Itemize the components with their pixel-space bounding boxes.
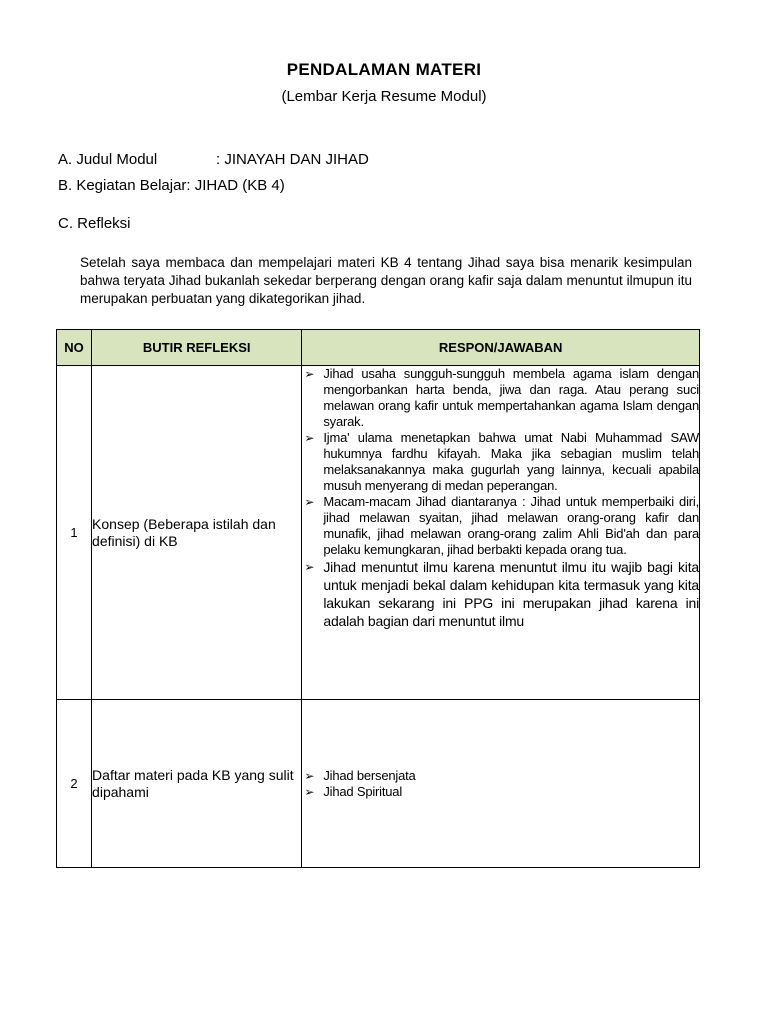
list-item: ➢ Macam-macam Jihad diantaranya : Jihad untuk memperbaiki diri, jihad melawan syaitan, jihad melawan orang-orang kafir dan munafik, jihad melawan orang-orang zalim Ahli Bid'ah dan para pelaku kemungkaran, jihad berbakti kepada orang tua. xyxy=(304,494,699,557)
table-row xyxy=(57,366,700,700)
arrowhead-bullet-icon: ➢ xyxy=(304,431,315,445)
module-title-value: : JINAYAH DAN JIHAD xyxy=(216,151,369,168)
list-item: ➢ Jihad usaha sungguh-sungguh membela agama islam dengan mengorbankan harta benda, jiwa dan raga. Atau perang suci melawan orang kafir untuk mempertahankan agama Islam dengan syarak. xyxy=(304,366,699,429)
row-butir: Konsep (Beberapa istilah dan definisi) di KB xyxy=(92,366,302,700)
module-title-row xyxy=(58,151,369,168)
arrowhead-bullet-icon: ➢ xyxy=(304,495,315,509)
row-number: 2 xyxy=(57,700,92,868)
header-butir: BUTIR REFLEKSI xyxy=(92,330,302,366)
learning-activity-row xyxy=(58,177,285,194)
row-butir: Daftar materi pada KB yang sulit dipahami xyxy=(92,700,302,868)
module-title-label: A. Judul Modul xyxy=(58,151,158,168)
list-item: ➢ Jihad Spiritual xyxy=(304,783,403,799)
row-responses xyxy=(302,366,700,700)
arrowhead-bullet-icon: ➢ xyxy=(304,367,315,381)
header-respon: RESPON/JAWABAN xyxy=(302,330,700,366)
learning-activity-label: B. Kegiatan Belajar xyxy=(58,177,187,194)
reflection-heading: C. Refleksi xyxy=(58,215,131,232)
table-header-row xyxy=(57,330,700,366)
list-item: ➢ Jihad bersenjata xyxy=(304,767,416,783)
header-no: NO xyxy=(57,330,92,366)
row-responses xyxy=(302,700,700,868)
arrowhead-bullet-icon: ➢ xyxy=(304,784,315,799)
page-subtitle: (Lembar Kerja Resume Modul) xyxy=(281,88,487,105)
table-row xyxy=(57,700,700,868)
arrowhead-bullet-icon: ➢ xyxy=(304,768,315,783)
reflection-table xyxy=(56,329,700,868)
list-item: ➢ Jihad menuntut ilmu karena menuntut ilmu itu wajib bagi kita untuk menjadi bekal dalam kehidupan kita termasuk yang kita lakukan sekarang ini PPG ini merupakan jihad karena ini adalah bagian dari menuntut ilmu xyxy=(304,559,699,629)
learning-activity-value: : JIHAD (KB 4) xyxy=(186,177,285,194)
row-number: 1 xyxy=(57,366,92,700)
page-title: PENDALAMAN MATERI xyxy=(286,60,482,79)
intro-paragraph: Setelah saya membaca dan mempelajari materi KB 4 tentang Jihad saya bisa menarik kesimpulan bahwa teryata Jihad bukanlah sekedar berperang dengan orang kafir saja dalam menuntut ilmupun itu merupakan perbuatan yang dikategorikan jihad. xyxy=(80,255,692,306)
arrowhead-bullet-icon: ➢ xyxy=(304,560,315,574)
list-item: ➢ Ijma' ulama menetapkan bahwa umat Nabi Muhammad SAW hukumnya fardhu kifayah. Maka jika sebagian muslim telah melaksanakannya maka gugurlah yang lainnya, kecuali apabila musuh menyerang di medan peperangan. xyxy=(304,430,699,493)
